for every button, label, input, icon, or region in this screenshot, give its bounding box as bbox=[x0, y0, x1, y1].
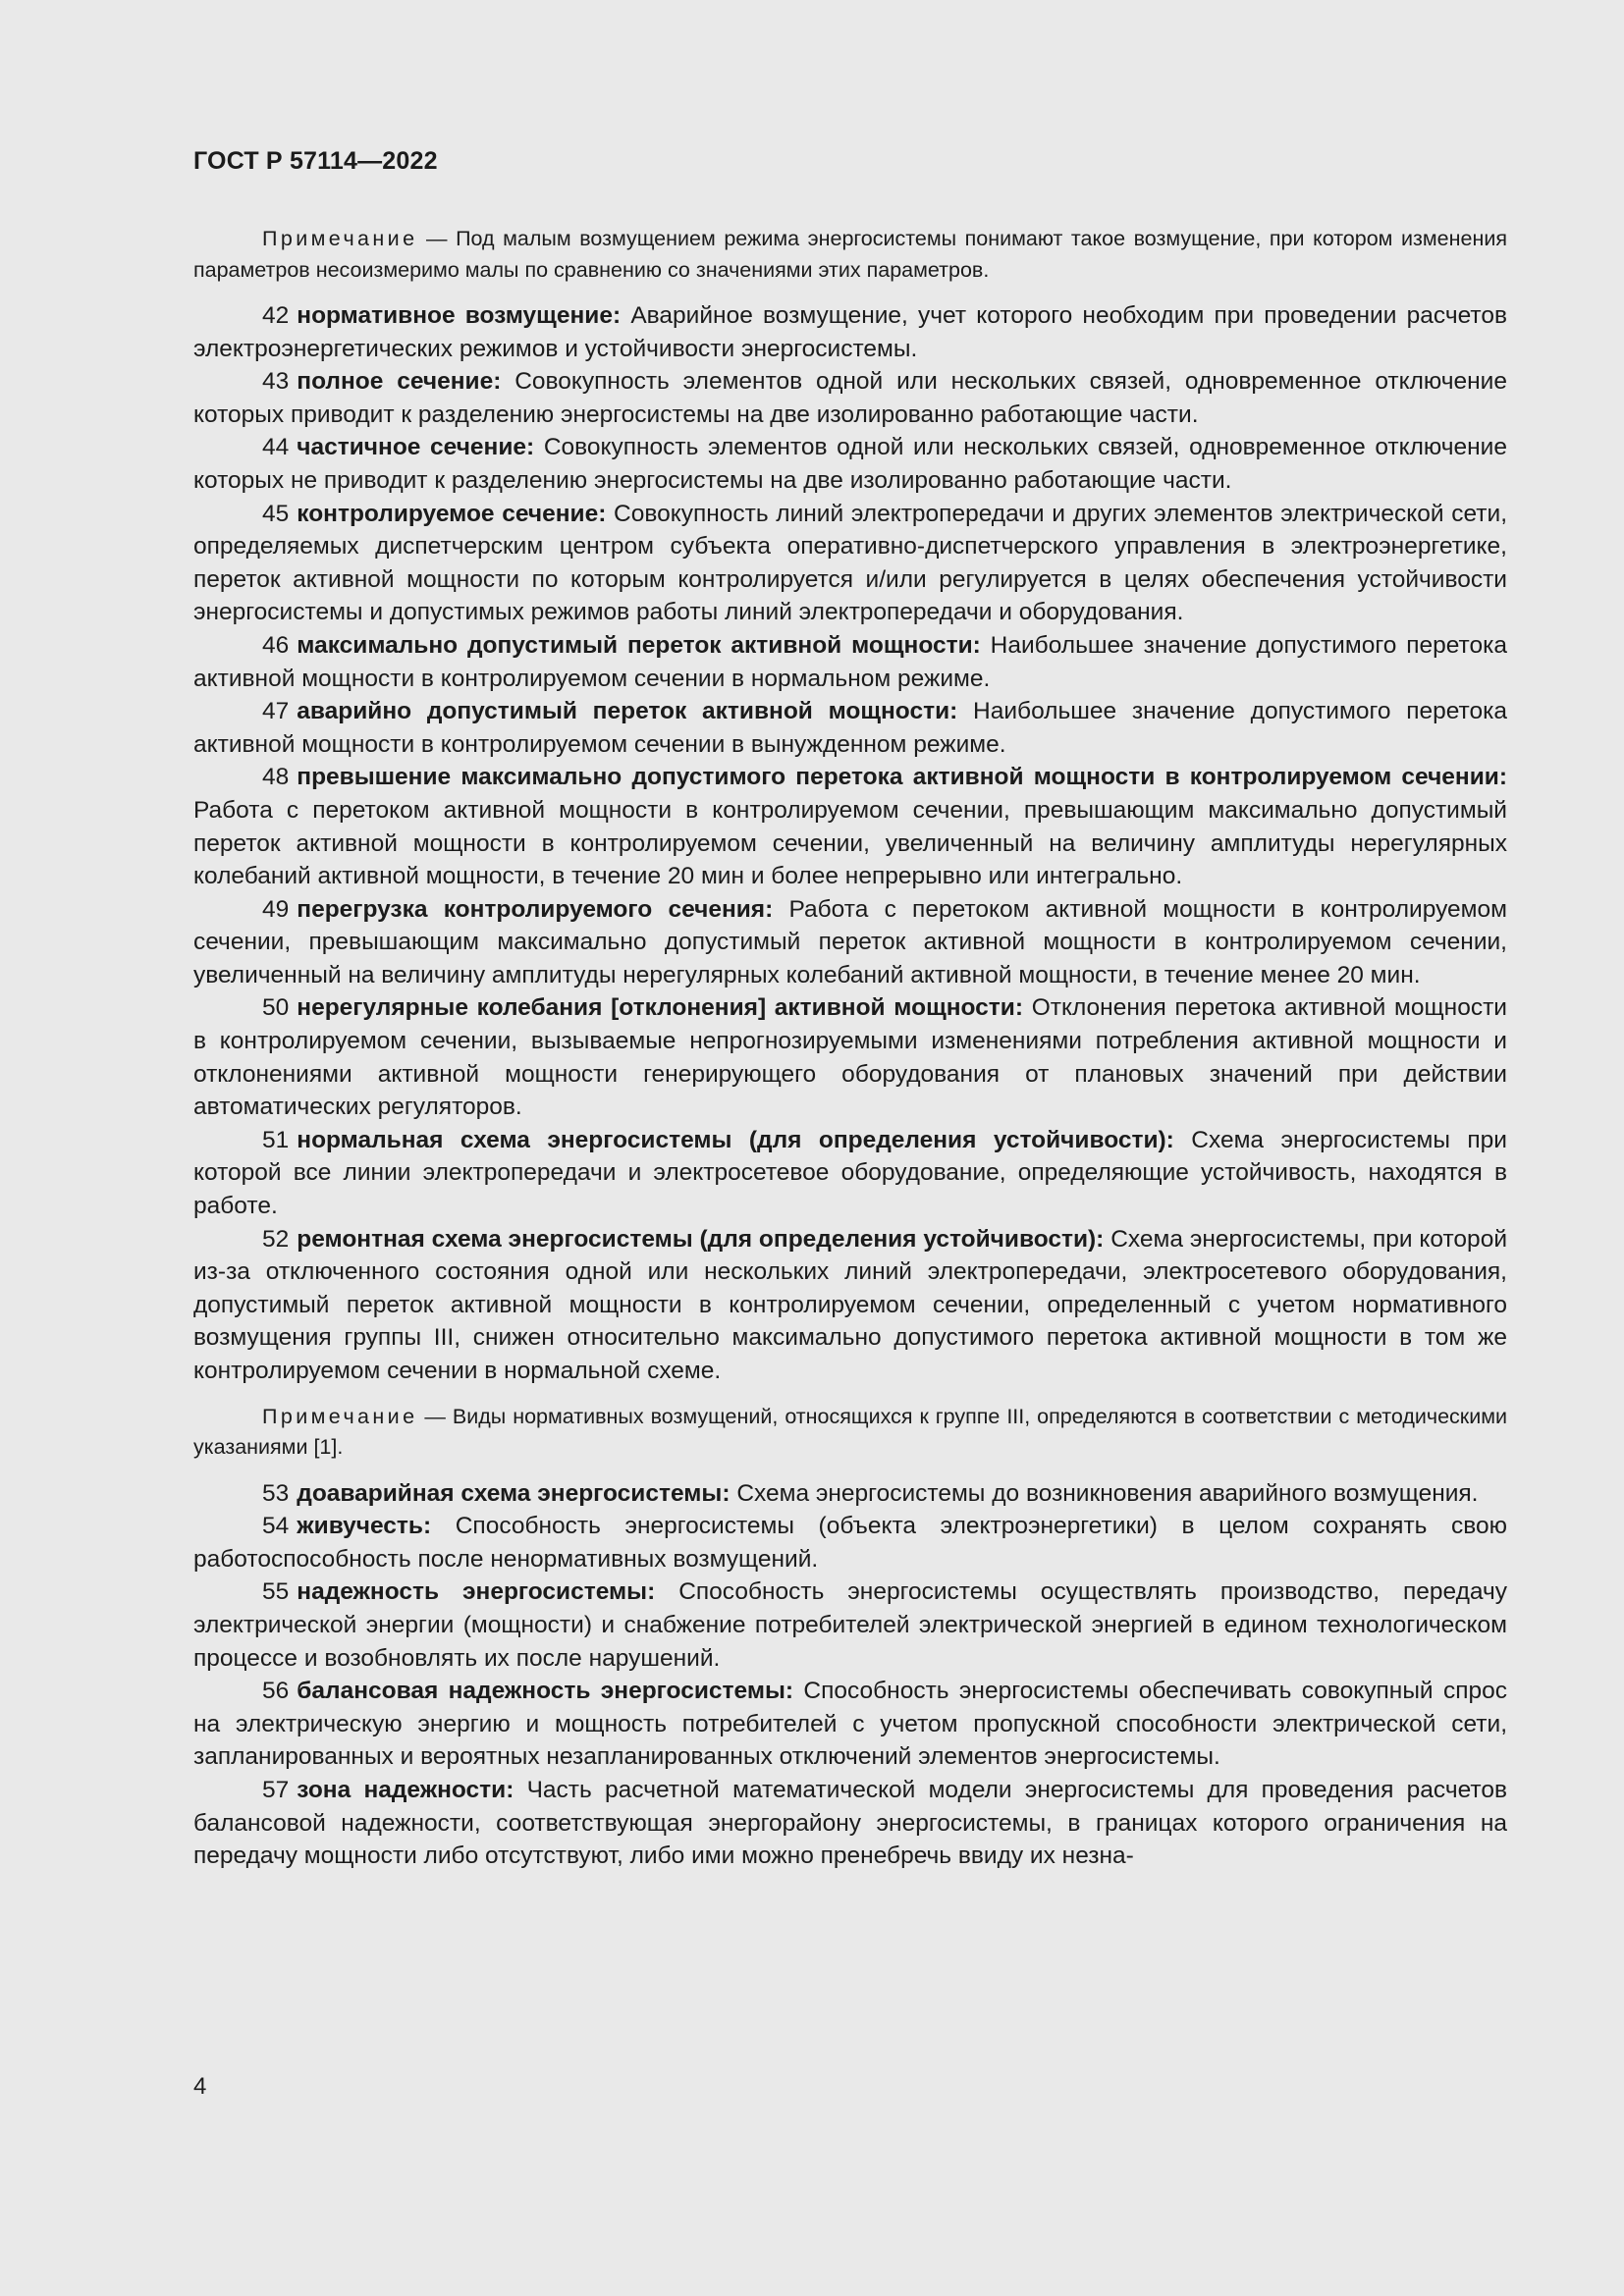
term-name: ремонтная схема энергосистемы (для определения устойчивости): bbox=[297, 1225, 1105, 1253]
term-number: 53 bbox=[262, 1479, 290, 1507]
term-entry-42 bbox=[193, 299, 1507, 365]
note-text: — Виды нормативных возмущений, относящихся к группе III, определяются в соответствии с методическими указаниями [1]. bbox=[193, 1404, 1507, 1460]
term-definition: Работа с перетоком активной мощности в контролируемом сечении, превышающим максимально допустимый переток активной мощности в контролируемом сечении, увеличенный на величину амплитуды нерегулярных колебаний активной мощности, в течение менее 20 мин. bbox=[193, 895, 1507, 988]
note-label: Примечание bbox=[262, 1404, 418, 1428]
term-definition: Схема энергосистемы до возникновения аварийного возмущения. bbox=[736, 1479, 1479, 1507]
term-number: 42 bbox=[262, 302, 290, 329]
term-number: 52 bbox=[262, 1225, 290, 1253]
term-number: 49 bbox=[262, 895, 290, 923]
term-number: 55 bbox=[262, 1578, 290, 1606]
term-name: нормальная схема энергосистемы (для определения устойчивости): bbox=[297, 1126, 1174, 1153]
term-number: 46 bbox=[262, 631, 290, 659]
term-definition: Аварийное возмущение, учет которого необходим при проведении расчетов электроэнергетических режимов и устойчивости энергосистемы. bbox=[193, 302, 1508, 362]
term-entry-57 bbox=[193, 1774, 1507, 1873]
term-entry-53 bbox=[193, 1477, 1507, 1511]
page-content bbox=[193, 224, 1507, 1873]
term-definition: Способность энергосистемы обеспечивать совокупный спрос на электрическую энергию и мощность потребителей с учетом пропускной способности электрической сети, запланированных и вероятных незапланированных отключений элементов энергосистемы. bbox=[193, 1678, 1507, 1771]
term-number: 54 bbox=[262, 1513, 290, 1540]
term-name: максимально допустимый переток активной мощности: bbox=[297, 631, 981, 659]
term-name: надежность энергосистемы: bbox=[297, 1578, 656, 1606]
term-name: частичное сечение: bbox=[297, 434, 535, 461]
terms-list-53-57 bbox=[193, 1477, 1507, 1873]
note-small-disturbance bbox=[193, 224, 1507, 286]
term-definition: Часть расчетной математической модели энергосистемы для проведения расчетов балансовой надежности, соответствующая энергорайону энергосистемы, в границах которого ограничения на передачу мощности либо отсутствуют, либо ими можно пренебречь ввиду их незна- bbox=[193, 1776, 1507, 1870]
page-number: 4 bbox=[193, 2073, 207, 2100]
term-number: 45 bbox=[262, 500, 290, 527]
term-definition: Совокупность элементов одной или нескольких связей, одновременное отключение которых не приводит к разделению энергосистемы на две изолированно работающие части. bbox=[193, 434, 1507, 494]
term-name: балансовая надежность энергосистемы: bbox=[297, 1678, 794, 1705]
term-name: перегрузка контролируемого сечения: bbox=[297, 895, 774, 923]
term-definition: Схема энергосистемы, при которой из-за отключенного состояния одной или нескольких линий электропередачи, электросетевого оборудования, допустимый переток активной мощности в контролируемом сечении, определенный с учетом нормативного возмущения группы III, снижен относительно максимально допустимого перетока активной мощности в том же контролируемом сечении в нормальной схеме. bbox=[193, 1225, 1507, 1384]
term-name: превышение максимально допустимого перетока активной мощности в контролируемом сечении: bbox=[297, 764, 1507, 791]
term-entry-43 bbox=[193, 365, 1507, 431]
term-entry-52 bbox=[193, 1223, 1507, 1388]
term-number: 51 bbox=[262, 1126, 290, 1153]
standard-header: ГОСТ Р 57114—2022 bbox=[193, 147, 438, 175]
term-entry-47 bbox=[193, 695, 1507, 761]
note-disturbance-groups bbox=[193, 1402, 1507, 1464]
term-number: 56 bbox=[262, 1678, 290, 1705]
terms-list-42-52 bbox=[193, 299, 1507, 1388]
term-name: нерегулярные колебания [отклонения] активной мощности: bbox=[297, 994, 1024, 1022]
term-entry-56 bbox=[193, 1675, 1507, 1774]
term-definition: Отклонения перетока активной мощности в контролируемом сечении, вызываемые непрогнозируемыми изменениями потребления активной мощности и отклонениями активной мощности генерирующего оборудования от плановых значений при действии автоматических регуляторов. bbox=[193, 994, 1507, 1121]
term-name: аварийно допустимый переток активной мощности: bbox=[297, 698, 958, 725]
term-definition: Схема энергосистемы при которой все линии электропередачи и электросетевое оборудование, определяющие устойчивость, находятся в работе. bbox=[193, 1126, 1507, 1220]
term-definition: Способность энергосистемы осуществлять производство, передачу электрической энергии (мощности) и снабжение потребителей электрической энергией в едином технологическом процессе и возобновлять их после нарушений. bbox=[193, 1578, 1507, 1672]
term-definition: Способность энергосистемы (объекта электроэнергетики) в целом сохранять свою работоспособность после ненормативных возмущений. bbox=[193, 1513, 1507, 1573]
term-name: полное сечение: bbox=[297, 368, 502, 396]
term-entry-55 bbox=[193, 1575, 1507, 1675]
term-name: доаварийная схема энергосистемы: bbox=[297, 1479, 731, 1507]
term-entry-45 bbox=[193, 498, 1507, 629]
term-entry-50 bbox=[193, 991, 1507, 1123]
term-definition: Совокупность линий электропередачи и других элементов электрической сети, определяемых диспетчерским центром субъекта оперативно-диспетчерского управления в электроэнергетике, переток активной мощности по которым контролируется и/или регулируется в целях обеспечения устойчивости энергосистемы и допустимых режимов работы линий электропередачи и оборудования. bbox=[193, 500, 1507, 626]
term-name: живучесть: bbox=[297, 1513, 432, 1540]
term-definition: Наибольшее значение допустимого перетока активной мощности в контролируемом сечении в нормальном режиме. bbox=[193, 631, 1507, 692]
term-number: 48 bbox=[262, 764, 290, 791]
term-name: зона надежности: bbox=[297, 1776, 514, 1803]
term-entry-51 bbox=[193, 1124, 1507, 1223]
term-number: 47 bbox=[262, 698, 290, 725]
term-number: 57 bbox=[262, 1776, 290, 1803]
term-definition: Наибольшее значение допустимого перетока активной мощности в контролируемом сечении в вынужденном режиме. bbox=[193, 698, 1507, 758]
term-number: 44 bbox=[262, 434, 290, 461]
term-name: нормативное возмущение: bbox=[297, 302, 622, 329]
term-entry-54 bbox=[193, 1510, 1507, 1575]
term-entry-46 bbox=[193, 629, 1507, 695]
term-entry-48 bbox=[193, 761, 1507, 892]
term-definition: Работа с перетоком активной мощности в контролируемом сечении, превышающим максимально допустимый переток активной мощности в контролируемом сечении, увеличенный на величину амплитуды нерегулярных колебаний активной мощности, в течение 20 мин и более непрерывно или интегрально. bbox=[193, 796, 1507, 890]
term-entry-49 bbox=[193, 893, 1507, 992]
term-entry-44 bbox=[193, 431, 1507, 497]
note-label: Примечание bbox=[262, 227, 418, 250]
term-number: 50 bbox=[262, 994, 290, 1022]
term-definition: Совокупность элементов одной или нескольких связей, одновременное отключение которых приводит к разделению энергосистемы на две изолированно работающие части. bbox=[193, 368, 1507, 428]
note-text: — Под малым возмущением режима энергосистемы понимают такое возмущение, при котором изменения параметров несоизмеримо малы по сравнению со значениями этих параметров. bbox=[193, 227, 1507, 282]
term-number: 43 bbox=[262, 368, 290, 396]
term-name: контролируемое сечение: bbox=[297, 500, 607, 527]
